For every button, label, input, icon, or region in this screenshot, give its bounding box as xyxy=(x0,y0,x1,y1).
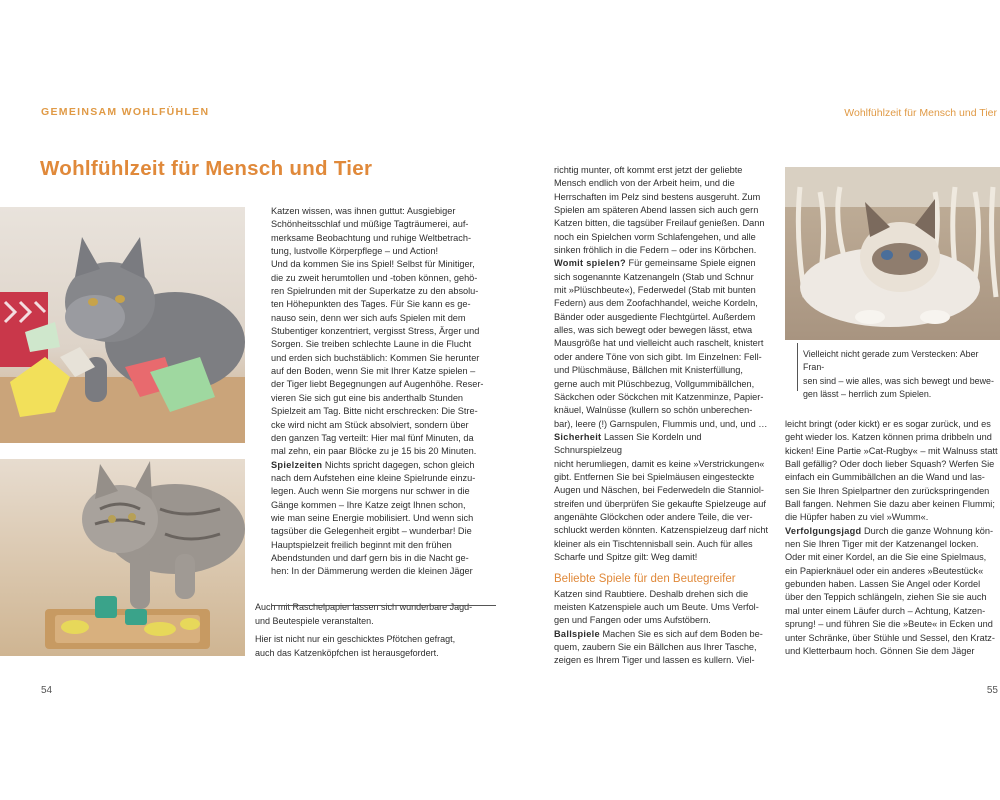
text-line: geht wieder los. Katzen können prima dribbeln und xyxy=(785,432,992,443)
keyword-verfolgungsjagd: Verfolgungsjagd xyxy=(785,525,862,536)
keyword-line-rest: Nichts spricht dagegen, schon gleich xyxy=(322,459,475,470)
page-number-right: 55 xyxy=(986,685,998,696)
text-column-2 xyxy=(554,164,769,668)
page-title: Wohlfühlzeit für Mensch und Tier xyxy=(40,157,373,180)
text-line: streifen und überprüfen Sie gekaufte Spielzeuge auf xyxy=(554,498,766,509)
keyword-line-rest: Für gemeinsame Spiele eignen xyxy=(625,258,756,269)
text-line: gerne auch mit Plüschbezug, Vollgummibällchen, xyxy=(554,378,755,389)
keyword-line-rest: Durch die ganze Wohnung kön- xyxy=(861,525,994,536)
text-line: Katzen wissen, was ihnen guttut: Ausgiebiger xyxy=(271,206,456,216)
running-header-left: GEMEINSAM WOHLFÜHLEN xyxy=(41,106,210,118)
caption-line: sen sind – wie alles, was sich bewegt und bewe- xyxy=(803,375,994,386)
text-line: noch ein Spielchen vorm Schlafengehen, und alle xyxy=(554,231,756,242)
text-line: sich sogenannte Katzenangeln (Stab und Schnur xyxy=(554,271,754,282)
text-line: gibt. Entfernen Sie bei Spielmäusen eingesteckte xyxy=(554,471,755,482)
text-line: sen Sie Ihren Spielpartner den zurückspringenden xyxy=(785,485,990,496)
text-line: Katzen bitten, die tagsüber Freilauf genießen. Dann xyxy=(554,218,765,229)
text-line: tung, lustvolle Körperpflege – und Action! xyxy=(271,246,439,257)
text-line: Mausgröße hat und vielleicht auch raschelt, knistert xyxy=(554,338,764,349)
caption-line: Hier ist nicht nur ein geschicktes Pfötchen gefragt, xyxy=(255,634,456,644)
text-line: mal zehn, ein paar Blöcke zu je 15 bis 20 Minuten. xyxy=(271,446,477,457)
text-line: Schönheitsschlaf und müßige Tagträumerei, auf- xyxy=(271,219,469,230)
caption-photo-2 xyxy=(255,633,495,660)
text-line: Abendstunden und darf gern bis in die Nacht ge- xyxy=(271,552,469,563)
text-line: quem, zaubern Sie ein Bällchen aus Ihrer Tasche, xyxy=(554,642,757,653)
footnote-rule xyxy=(271,605,496,606)
text-column-3 xyxy=(785,418,1000,658)
caption-line: gen lässt – herrlich zum Spielen. xyxy=(803,388,932,399)
text-line: angenähte Glöckchen oder andere Teile, die ver- xyxy=(554,511,753,522)
paragraph-keyword-line xyxy=(271,459,496,472)
text-line: Katzen sind Raubtiere. Deshalb drehen sich die xyxy=(554,588,749,599)
text-line: und Kletterbaum hoch. Gönnen Sie dem Jäger xyxy=(785,645,975,656)
text-line: einfach ein Gummibällchen an die Wand und las- xyxy=(785,472,985,483)
text-column-1 xyxy=(271,205,496,579)
text-line: ren Spielrunden mit der Superkatze zu den absolu- xyxy=(271,286,479,297)
paragraph-keyword-line xyxy=(554,257,769,270)
text-line: Stubentiger konzentriert, vergisst Stress, Ärger und xyxy=(271,326,480,337)
text-line: die zu zweit herumtollen und -toben können, gehö- xyxy=(271,272,478,283)
keyword-spielzeiten: Spielzeiten xyxy=(271,459,323,470)
keyword-ballspiele: Ballspiele xyxy=(554,628,600,639)
text-line: über den Teppich schlängeln, ziehen Sie sie auch xyxy=(785,592,987,603)
text-line: gebunden haben. Lassen Sie Angel oder Kordel xyxy=(785,579,981,590)
text-line: auf den Boden, wenn Sie mit Ihrer Katze spielen – xyxy=(271,366,476,377)
text-line: Spielen am späteren Abend lassen sich auch gern xyxy=(554,205,759,216)
caption-rule xyxy=(797,343,798,391)
text-line: vieren Sie sich gut eine bis anderthalb Stunden xyxy=(271,392,464,403)
text-line: ein Papierknäuel oder ein anderes »Beutestück« xyxy=(785,565,984,576)
text-line: Spielzeit am Tag. Bitte nicht erschrecken: Die Stre- xyxy=(271,406,478,417)
paragraph-keyword-line xyxy=(554,431,769,458)
text-line: Federn) aus dem Zoofachhandel, weiche Kordeln, xyxy=(554,298,758,309)
photo-fluffy-cat-fringes xyxy=(785,167,1000,340)
text-line: Ball fangen. Nehmen Sie dazu aber keinen Flummi; xyxy=(785,499,995,510)
text-line: Herrschaften im Pelz sind bestens ausgeruht. Zum xyxy=(554,191,761,202)
text-line: schluckt werden könnten. Katzenspielzeug darf nicht xyxy=(554,525,768,536)
text-line: legen. Auch wenn Sie morgens nur schwer in die xyxy=(271,486,470,497)
text-line: richtig munter, oft kommt erst jetzt der geliebte xyxy=(554,165,743,175)
keyword-line-rest: Lassen Sie Kordeln und Schnurspielzeug xyxy=(554,431,702,456)
text-line: den ganzen Tag verteilt: Hier mal fünf Minuten, da xyxy=(271,432,474,443)
photo-grey-cat-paper xyxy=(0,207,245,443)
text-line: sprung! – und führen Sie die »Beute« in Ecken und xyxy=(785,619,993,630)
text-line: Oder mit einer Kordel, an die Sie eine Spielmaus, xyxy=(785,552,987,563)
text-line: gen und Fangen oder ums Aufstöbern. xyxy=(554,615,711,626)
caption-line: Vielleicht nicht gerade zum Verstecken: Aber Fran- xyxy=(803,349,979,373)
text-line: wie man seine Energie mobilisiert. Und wenn sich xyxy=(271,512,474,523)
keyword-line-rest: Machen Sie es sich auf dem Boden be- xyxy=(599,628,763,639)
caption-photo-3 xyxy=(803,348,1000,401)
text-line: die Hüpfer haben zu viel »Wumm«. xyxy=(785,512,929,523)
text-line: und Plüschmäuse, Bällchen mit Knisterfüllung, xyxy=(554,365,743,376)
keyword-womit-spielen: Womit spielen? xyxy=(554,258,626,269)
photo-tabby-cat-puzzle xyxy=(0,459,245,656)
text-line: unter Schränke, über Stühle und Sessel, den Kratz- xyxy=(785,632,995,643)
text-line: tagsüber die Gelegenheit ergibt – wunderbar! Die xyxy=(271,526,472,537)
text-line: nauso sein, denn wer sich aufs Spielen mit dem xyxy=(271,312,466,323)
text-line: ten Höhepunkten des Tages. Für Sie kann es ge- xyxy=(271,299,471,310)
caption-line: Auch mit Raschelpapier lassen sich wunderbare Jagd- xyxy=(255,602,473,612)
text-line: kicken! Eine Partie »Cat-Rugby« – mit Walnuss statt xyxy=(785,445,998,456)
text-line: bar), leere (!) Garnspulen, Flummis und, und, und … xyxy=(554,418,768,429)
section-subheading: Beliebte Spiele für den Beutegreifer xyxy=(554,573,736,586)
text-line: meisten Katzenspiele auch um Beute. Ums Verfol- xyxy=(554,602,759,612)
text-line: knäuel, Walnüsse (kullern so schön unberechen- xyxy=(554,405,753,416)
text-line: Gänge kommen – Ihre Katze zeigt Ihnen schon, xyxy=(271,499,466,510)
text-line: oder andere Töne von sich gibt. Im Einzelnen: Fell- xyxy=(554,351,762,362)
text-line: nicht herumliegen, damit es keine »Verstrickungen« xyxy=(554,458,765,469)
text-line: Bänder oder ausgediente Flechtgürtel. Außerdem xyxy=(554,311,756,322)
text-line: Scharfe und Spitze gilt: Weg damit! xyxy=(554,551,698,562)
keyword-sicherheit: Sicherheit xyxy=(554,431,602,442)
text-line: Mensch endlich von der Arbeit heim, und die xyxy=(554,178,735,189)
text-line: sinken fröhlich in die Federn – oder ins Körbchen. xyxy=(554,245,757,256)
text-line: kleiner als ein Tischtennisball sein. Auch für alles xyxy=(554,538,753,549)
text-line: leicht bringt (oder kickt) er es sogar zurück, und es xyxy=(785,419,991,429)
text-line: nen Sie Ihren Tiger mit der Katzenangel locken. xyxy=(785,539,979,550)
paragraph-keyword-line xyxy=(554,628,769,641)
caption-line: auch das Katzenköpfchen ist herausgefordert. xyxy=(255,647,439,658)
text-line: und erden sich buchstäblich: Kommen Sie herunter xyxy=(271,352,480,363)
text-line: Augen und Näschen, bei Federwedeln die Stanniol- xyxy=(554,485,764,496)
text-line: Und da kommen Sie ins Spiel! Selbst für Minitiger, xyxy=(271,259,475,270)
page-number-left: 54 xyxy=(41,685,53,696)
text-line: hen: In der Dämmerung werden die kleinen Jäger xyxy=(271,566,473,577)
text-line: zeigen es Ihrem Tiger und lassen es kullern. Viel- xyxy=(554,655,755,666)
caption-line: und Beutespiele veranstalten. xyxy=(255,615,374,626)
text-line: Sorgen. Sie treiben schlechte Laune in die Flucht xyxy=(271,339,472,350)
paragraph-keyword-line xyxy=(785,525,1000,538)
text-line: cke wird nicht am Stück absolviert, sondern über xyxy=(271,419,469,430)
text-line: merksame Beobachtung und ruhige Weltbetrach- xyxy=(271,232,472,243)
text-line: mit »Plüschbeute«), Federwedel (Stab mit bunten xyxy=(554,285,756,296)
text-line: der Tiger liebt Begegnungen auf Augenhöhe. Reser- xyxy=(271,379,484,390)
running-header-right: Wohlfühlzeit für Mensch und Tier xyxy=(844,107,997,119)
text-line: Hauptspielzeit freilich beginnt mit den frühen xyxy=(271,539,452,550)
text-line: nach dem Aufstehen eine kleine Spielrunde einzu- xyxy=(271,472,476,483)
text-line: mal unter einem Läufer durch – Achtung, Katzen- xyxy=(785,605,986,616)
text-line: Säckchen oder Söckchen mit Katzenminze, Papier- xyxy=(554,391,764,402)
text-line: Ball gefällig? Oder doch lieber Squash? Werfen Sie xyxy=(785,459,995,470)
text-line: alles, was sich bewegt oder bewegen lässt, etwa xyxy=(554,325,753,336)
